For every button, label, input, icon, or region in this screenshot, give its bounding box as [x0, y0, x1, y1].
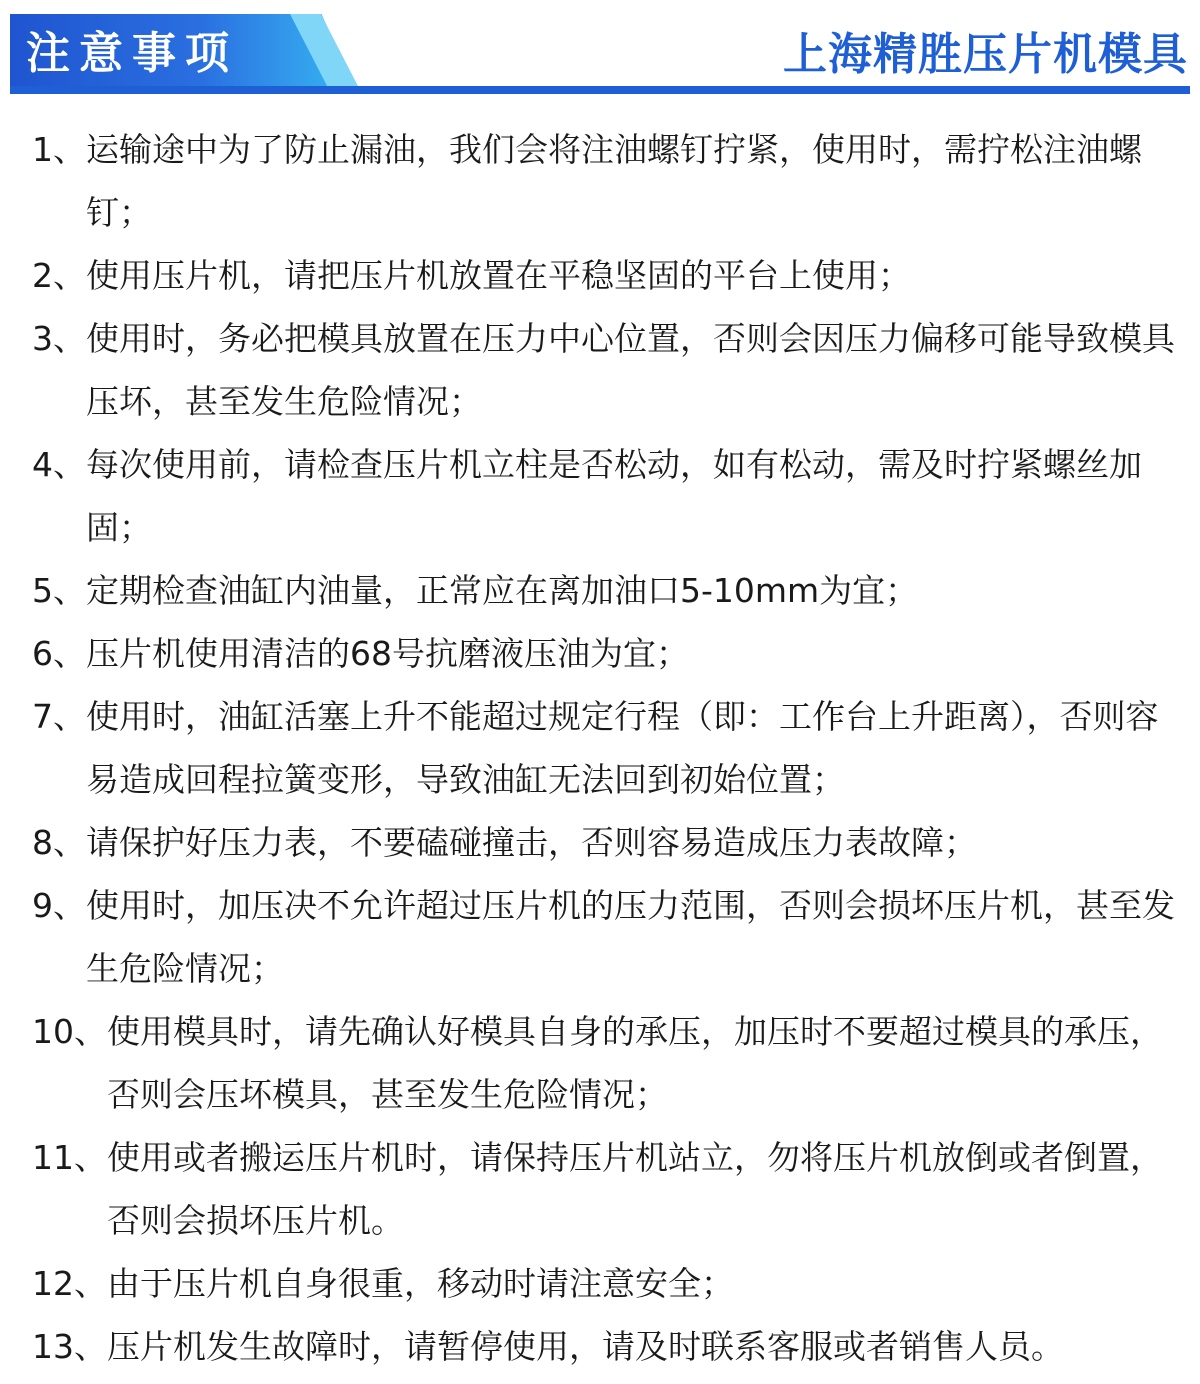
brand-name: 上海精胜压片机模具: [783, 29, 1188, 80]
note-text: 定期检查油缸内油量，正常应在离加油口5-10mm为宜；: [86, 571, 919, 610]
note-item: [32, 874, 1180, 1000]
note-item: [32, 244, 1180, 307]
header-underline: [10, 86, 1190, 94]
note-item: [32, 622, 1180, 685]
note-text: 运输途中为了防止漏油，我们会将注油螺钉拧紧，使用时，需拧松注油螺钉；: [86, 130, 1142, 232]
note-number: 7、: [32, 697, 86, 736]
note-number: 11、: [32, 1138, 107, 1177]
note-item: [32, 1252, 1180, 1315]
header: [0, 0, 1200, 100]
note-item: [32, 559, 1180, 622]
note-item: [32, 1315, 1180, 1378]
note-text: 压片机使用清洁的68号抗磨液压油为宜；: [86, 634, 689, 673]
note-item: [32, 118, 1180, 244]
note-text: 每次使用前，请检查压片机立柱是否松动，如有松动，需及时拧紧螺丝加固；: [86, 445, 1142, 547]
note-text: 使用时，加压决不允许超过压片机的压力范围，否则会损坏压片机，甚至发生危险情况；: [86, 886, 1175, 988]
note-number: 4、: [32, 445, 86, 484]
note-text: 使用时，油缸活塞上升不能超过规定行程（即：工作台上升距离），否则容易造成回程拉簧变形，导致油缸无法回到初始位置；: [86, 697, 1159, 799]
note-text: 由于压片机自身很重，移动时请注意安全；: [107, 1264, 734, 1303]
note-text: 使用时，务必把模具放置在压力中心位置，否则会因压力偏移可能导致模具压坏，甚至发生危险情况；: [86, 319, 1175, 421]
note-number: 12、: [32, 1264, 107, 1303]
note-item: [32, 685, 1180, 811]
note-item: [32, 811, 1180, 874]
note-number: 2、: [32, 256, 86, 295]
notes-list: [32, 118, 1180, 1378]
note-number: 8、: [32, 823, 86, 862]
page-title: 注意事项: [26, 28, 238, 79]
note-number: 9、: [32, 886, 86, 925]
note-number: 5、: [32, 571, 86, 610]
note-text: 请保护好压力表，不要磕碰撞击，否则容易造成压力表故障；: [86, 823, 977, 862]
note-number: 6、: [32, 634, 86, 673]
note-text: 压片机发生故障时，请暂停使用，请及时联系客服或者销售人员。: [107, 1327, 1064, 1366]
note-number: 1、: [32, 130, 86, 169]
note-number: 10、: [32, 1012, 107, 1051]
note-text: 使用压片机，请把压片机放置在平稳坚固的平台上使用；: [86, 256, 911, 295]
note-text: 使用模具时，请先确认好模具自身的承压，加压时不要超过模具的承压，否则会压坏模具，甚至发生危险情况；: [107, 1012, 1163, 1114]
note-item: [32, 307, 1180, 433]
note-item: [32, 1000, 1180, 1126]
note-number: 3、: [32, 319, 86, 358]
note-item: [32, 433, 1180, 559]
note-text: 使用或者搬运压片机时，请保持压片机站立，勿将压片机放倒或者倒置，否则会损坏压片机。: [107, 1138, 1163, 1240]
note-number: 13、: [32, 1327, 107, 1366]
note-item: [32, 1126, 1180, 1252]
